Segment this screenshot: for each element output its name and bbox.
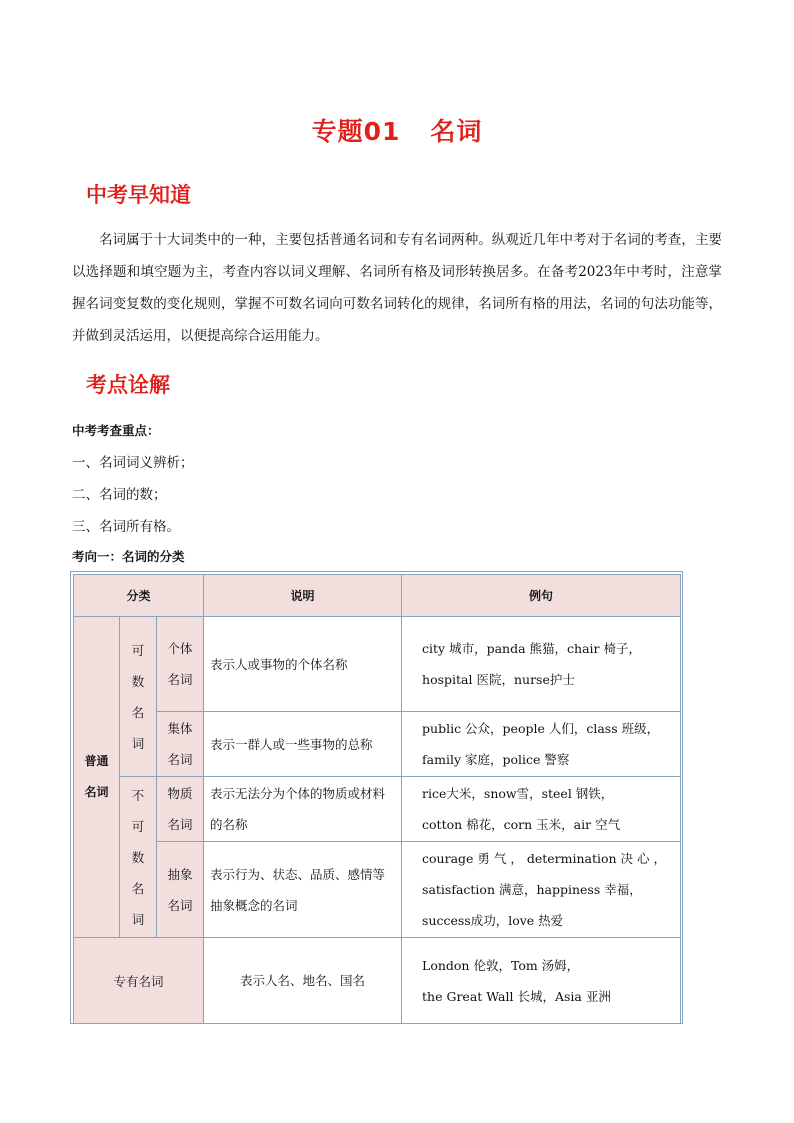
example-line: London 伦敦，Tom 汤姆， — [422, 957, 580, 973]
example-cell — [402, 617, 681, 712]
header-description: 说明 — [204, 575, 402, 617]
table-row — [74, 617, 681, 712]
subcategory-label: 抽象名词 — [167, 866, 193, 913]
countable-cell — [120, 617, 157, 777]
table-title: 考向一：名词的分类 — [72, 549, 185, 564]
uncountable-cell — [120, 777, 157, 938]
subcategory-cell — [157, 777, 204, 842]
example-line: cotton 棉花，corn 玉米，air 空气 — [422, 817, 621, 832]
subcategory-cell — [157, 842, 204, 938]
example-line: city 城市，panda 熊猫，chair 椅子， — [422, 641, 641, 656]
noun-classification-table — [70, 571, 683, 1024]
table-row — [74, 938, 681, 1024]
countable-label: 可数名词 — [131, 642, 145, 751]
example-cell — [402, 938, 681, 1024]
table-row — [74, 842, 681, 938]
example-line: hospital 医院，nurse护士 — [422, 672, 575, 687]
example-line: the Great Wall 长城，Asia 亚洲 — [422, 988, 611, 1004]
focus-title: 中考考查重点： — [72, 423, 160, 438]
focus-item-1: 一、名词词义辨析； — [72, 455, 194, 471]
common-noun-cell — [74, 617, 120, 938]
subcategory-label: 物质名词 — [167, 786, 193, 832]
example-cell — [402, 712, 681, 777]
example-cell — [402, 842, 681, 938]
focus-item-3: 三、名词所有格。 — [72, 519, 180, 535]
table-header-row — [74, 575, 681, 617]
header-example: 例句 — [402, 575, 681, 617]
example-line: courage 勇 气 ， determination 决 心 ， — [422, 851, 666, 866]
example-cell — [402, 777, 681, 842]
section-heading-analysis: 考点诠解 — [86, 373, 170, 397]
subcategory-cell — [157, 617, 204, 712]
example-line: satisfaction 满意，happiness 幸福， — [422, 882, 642, 897]
subcategory-label: 集体名词 — [167, 721, 193, 767]
focus-item-2: 二、名词的数； — [72, 487, 167, 503]
header-category: 分类 — [74, 575, 204, 617]
example-line: rice大米，snow雪，steel 钢铁， — [422, 786, 614, 801]
example-line: public 公众，people 人们，class 班级， — [422, 721, 660, 736]
table-row — [74, 712, 681, 777]
page-title — [0, 112, 794, 148]
table-row — [74, 777, 681, 842]
uncountable-label: 不可数名词 — [131, 787, 145, 927]
proper-noun-cell: 专有名词 — [74, 938, 204, 1024]
description-cell: 表示人或事物的个体名称 — [204, 617, 402, 712]
intro-paragraph: 名词属于十大词类中的一种，主要包括普通名词和专有名词两种。纵观近几年中考对于名词的考查，主要以选择题和填空题为主，考查内容以词义理解、名词所有格及词形转换居多。在备考2023年中考时，注意掌握名词变复数的变化规则，掌握不可数名词向可数名词转化的规律，名词所有格的用法，名词的句法功能等，并做到灵活运用，以便提高综合运用能力。 — [72, 232, 722, 344]
subcategory-label: 个体名词 — [167, 641, 193, 687]
example-line: family 家庭，police 警察 — [422, 752, 570, 767]
title-subject: 名词 — [430, 117, 483, 146]
description-cell: 表示人名、地名、国名 — [204, 938, 402, 1024]
description-cell: 表示一群人或一些事物的总称 — [204, 712, 402, 777]
subcategory-cell — [157, 712, 204, 777]
description-cell: 表示行为、状态、品质、感情等抽象概念的名词 — [204, 842, 402, 938]
section-heading-overview: 中考早知道 — [86, 183, 191, 207]
description-cell: 表示无法分为个体的物质或材料的名称 — [204, 777, 402, 842]
example-line: success成功，love 热爱 — [422, 913, 564, 928]
title-topic: 专题01 — [311, 117, 401, 146]
common-noun-label: 普通名词 — [84, 754, 109, 799]
